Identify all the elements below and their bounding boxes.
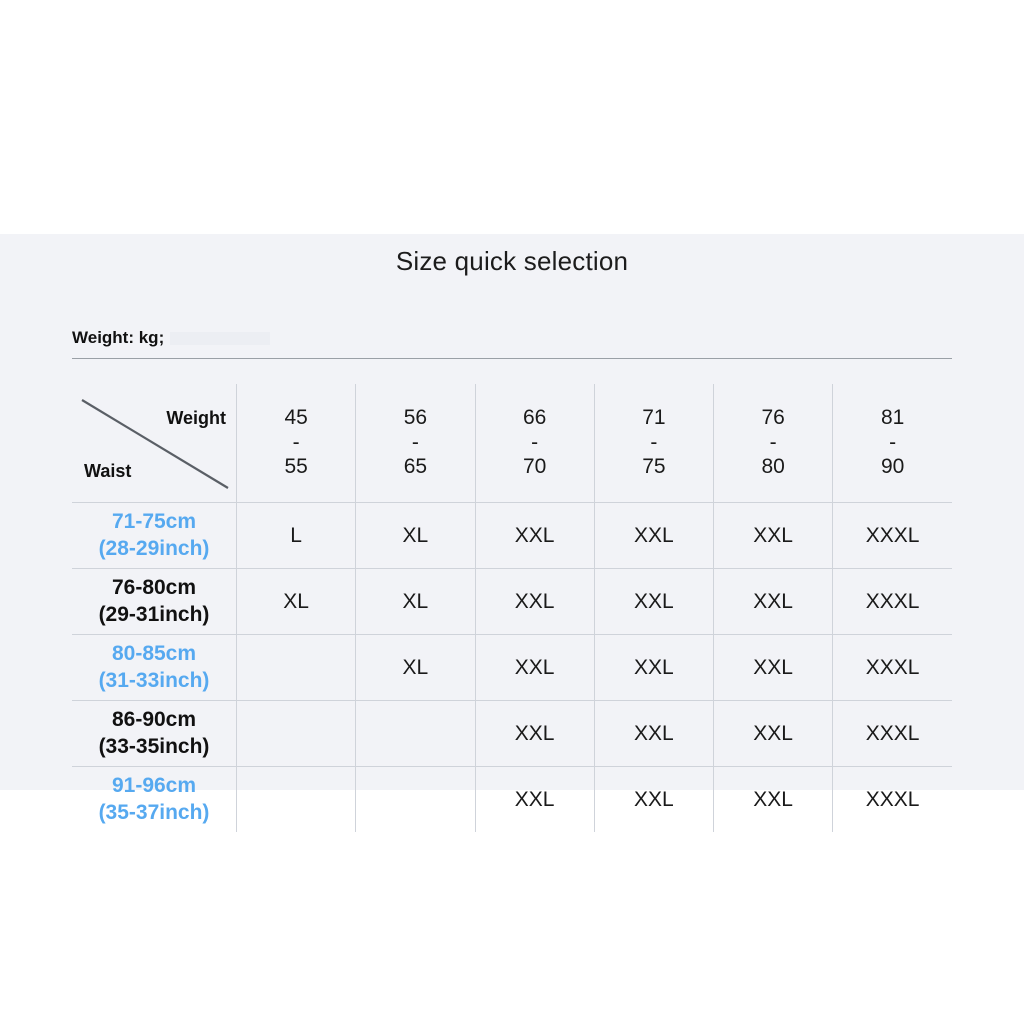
waist-axis-label: Waist xyxy=(84,461,132,481)
weight-range-dash: - xyxy=(889,430,897,454)
size-cell: XXXL xyxy=(833,569,952,635)
size-cell xyxy=(237,635,356,701)
size-cell: XXXL xyxy=(833,503,952,569)
size-cell: XXXL xyxy=(833,701,952,767)
waist-inch: (28-29inch) xyxy=(98,536,210,560)
weight-column-header xyxy=(237,384,356,503)
weight-range-bottom: 65 xyxy=(403,455,428,479)
weight-range-top: 81 xyxy=(880,405,905,429)
table-row xyxy=(72,635,952,701)
size-cell: XXXL xyxy=(865,787,920,811)
weight-column-header xyxy=(356,384,475,503)
waist-inch: (31-33inch) xyxy=(98,668,210,692)
weight-range-dash: - xyxy=(292,430,300,454)
weight-range-dash: - xyxy=(531,430,539,454)
size-cell: XL xyxy=(356,569,475,635)
table-row xyxy=(72,503,952,569)
weight-range-top: 56 xyxy=(403,405,428,429)
weight-column-header xyxy=(833,384,952,503)
waist-cm: 80-85cm xyxy=(111,642,197,666)
size-cell: XXL xyxy=(594,635,713,701)
weight-range-bottom: 70 xyxy=(522,455,547,479)
waist-row-header xyxy=(72,569,237,635)
page-title: Size quick selection xyxy=(395,246,629,276)
diagonal-divider-icon xyxy=(72,384,236,500)
waist-inch: (35-37inch) xyxy=(98,800,210,824)
size-cell: XXL xyxy=(714,569,833,635)
weight-column-header xyxy=(475,384,594,503)
size-cell xyxy=(356,767,475,833)
size-cell xyxy=(356,701,475,767)
size-cell: XXL xyxy=(594,767,713,833)
size-selection-table xyxy=(72,384,952,832)
waist-row-header xyxy=(72,635,237,701)
axis-corner-cell xyxy=(72,384,237,503)
waist-inch: (33-35inch) xyxy=(98,734,210,758)
weight-axis-label: Weight xyxy=(166,408,226,428)
weight-range-bottom: 90 xyxy=(880,455,905,479)
size-cell: XXL xyxy=(594,569,713,635)
size-cell: XXL xyxy=(475,767,594,833)
size-cell: XXL xyxy=(714,635,833,701)
blurred-text-smudge xyxy=(170,332,270,345)
size-cell: XXL xyxy=(714,503,833,569)
size-cell: XL xyxy=(356,503,475,569)
weight-range-bottom: 55 xyxy=(284,455,308,479)
size-cell: XXXL xyxy=(833,635,952,701)
weight-range-top: 71 xyxy=(642,405,666,429)
weight-range-top: 45 xyxy=(284,405,308,429)
table-row xyxy=(72,569,952,635)
weight-range-top: 76 xyxy=(761,405,785,429)
weight-unit-note xyxy=(72,328,952,359)
weight-range-bottom: 75 xyxy=(642,455,666,479)
weight-range-dash: - xyxy=(650,430,658,454)
weight-range-dash: - xyxy=(411,430,419,454)
weight-column-header xyxy=(714,384,833,503)
size-cell: XL xyxy=(237,569,356,635)
size-cell: XXL xyxy=(475,635,594,701)
waist-row-header xyxy=(72,503,237,569)
size-cell: XXL xyxy=(714,767,833,833)
waist-cm: 91-96cm xyxy=(111,774,197,798)
weight-range-dash: - xyxy=(769,430,777,454)
weight-range-top: 66 xyxy=(522,405,547,429)
size-cell: L xyxy=(237,503,356,569)
waist-row-header xyxy=(72,767,237,833)
table-row xyxy=(72,767,952,833)
weight-column-header xyxy=(594,384,713,503)
size-cell: XL xyxy=(356,635,475,701)
size-cell xyxy=(237,701,356,767)
size-cell xyxy=(237,767,356,833)
size-cell: XXL xyxy=(475,701,594,767)
table-header-row xyxy=(72,384,952,503)
size-cell: XXL xyxy=(475,503,594,569)
table-body xyxy=(72,384,952,832)
size-cell: XXL xyxy=(475,569,594,635)
waist-cm: 71-75cm xyxy=(111,510,197,534)
size-cell: XXL xyxy=(594,503,713,569)
waist-inch: (29-31inch) xyxy=(98,602,210,626)
weight-unit-label: Weight: kg; xyxy=(72,328,165,347)
table-row xyxy=(72,701,952,767)
size-cell: XXL xyxy=(594,701,713,767)
waist-cm: 76-80cm xyxy=(111,576,197,600)
weight-range-bottom: 80 xyxy=(761,455,785,479)
waist-cm: 86-90cm xyxy=(111,708,197,732)
size-cell: XXL xyxy=(714,701,833,767)
waist-row-header xyxy=(72,701,237,767)
